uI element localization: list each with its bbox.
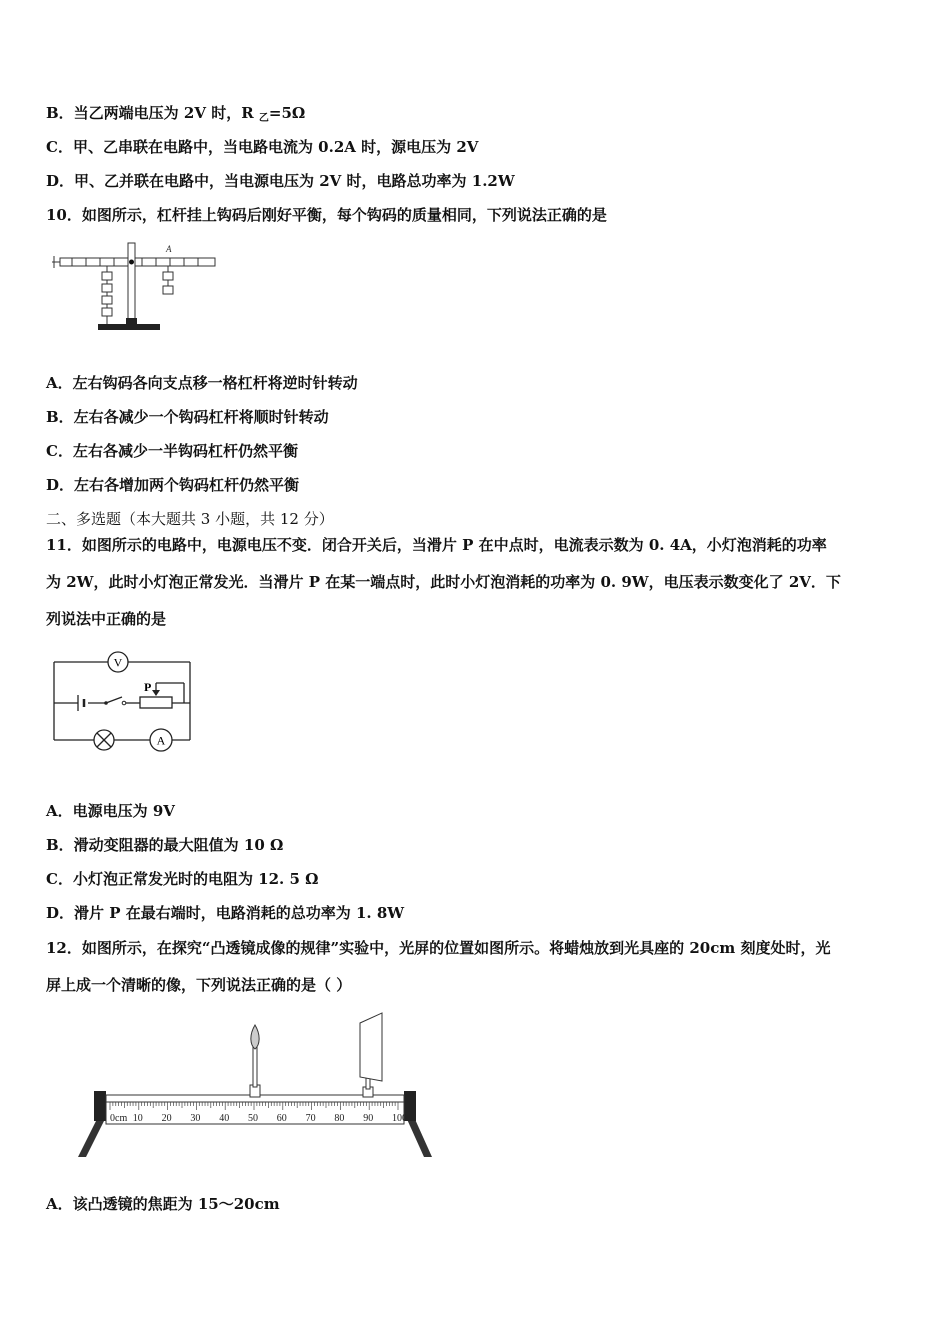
bench-right-leg xyxy=(406,1117,432,1157)
ruler-label: 30 xyxy=(190,1113,201,1124)
q10-stem: 10．如图所示，杠杆挂上钩码后刚好平衡，每个钩码的质量相同，下列说法正确的是 xyxy=(46,206,607,224)
rheostat xyxy=(140,697,172,708)
bench-left-leg xyxy=(78,1117,106,1157)
voltmeter-label: V xyxy=(113,655,123,670)
ruler-label: 70 xyxy=(305,1113,316,1124)
q12-stem-line2: 屏上成一个清晰的像，下列说法正确的是（ ） xyxy=(46,976,352,994)
circuit-figure xyxy=(48,645,198,757)
slider-label: P xyxy=(144,680,152,694)
q10-option-b: B．左右各减少一个钩码杠杆将顺时针转动 xyxy=(46,408,329,426)
q11-option-b: B．滑动变阻器的最大阻值为 10 Ω xyxy=(46,836,284,854)
q10-option-d: D．左右各增加两个钩码杠杆仍然平衡 xyxy=(46,476,300,494)
bench-left-end xyxy=(94,1091,106,1121)
light-screen xyxy=(360,1013,382,1097)
q10-option-c: C．左右各减少一半钩码杠杆仍然平衡 xyxy=(46,442,298,460)
q11-stem-line2: 为 2W，此时小灯泡正常发光．当滑片 P 在某一端点时，此时小灯泡消耗的功率为 0. 9W，电压表示数变化了 2V．下 xyxy=(46,573,841,591)
ruler-label: 80 xyxy=(334,1113,345,1124)
q11-stem-line3: 列说法中正确的是 xyxy=(46,610,167,628)
q9-option-b-subscript: 乙 xyxy=(258,113,269,124)
q11-option-a: A．电源电压为 9V xyxy=(46,802,175,820)
slider-arrow xyxy=(152,690,160,696)
ruler-label: 100 xyxy=(392,1113,407,1124)
ruler-label: 0cm xyxy=(110,1113,128,1124)
section-heading: 二、多选题（本大题共 3 小题，共 12 分） xyxy=(46,510,334,528)
ruler-label: 10 xyxy=(132,1113,143,1124)
ruler-label: 60 xyxy=(276,1113,287,1124)
optical-bench-figure xyxy=(76,1005,436,1165)
q9-option-b-value: =5Ω xyxy=(268,104,306,122)
q12-option-a: A．该凸透镜的焦距为 15～20cm xyxy=(46,1195,280,1213)
lever-point-label: A xyxy=(166,244,172,254)
ruler-label: 50 xyxy=(248,1113,258,1124)
q9-option-b xyxy=(46,102,305,124)
ammeter-label: A xyxy=(156,733,166,748)
q9-option-d: D．甲、乙并联在电路中，当电源电压为 2V 时，电路总功率为 1.2W xyxy=(46,172,515,190)
q11-stem-line1: 11．如图所示的电路中，电源电压不变．闭合开关后，当滑片 P 在中点时，电流表示数为 0. 4A，小灯泡消耗的功率 xyxy=(46,536,827,554)
lever-bar xyxy=(60,258,215,266)
q11-option-c: C．小灯泡正常发光时的电阻为 12. 5 Ω xyxy=(46,870,319,888)
q9-option-c: C．甲、乙串联在电路中，当电路电流为 0.2A 时，源电压为 2V xyxy=(46,138,479,156)
q12-stem-line1: 12．如图所示，在探究“凸透镜成像的规律”实验中，光屏的位置如图所示。将蜡烛放到光具座的 20cm 刻度处时，光 xyxy=(46,939,831,957)
q9-option-b-text: B．当乙两端电压为 2V 时，R xyxy=(46,104,259,122)
ruler-label: 90 xyxy=(363,1113,374,1124)
q10-option-a: A．左右钩码各向支点移一格杠杆将逆时针转动 xyxy=(46,374,358,392)
ruler-label: 20 xyxy=(161,1113,172,1124)
q11-option-d: D．滑片 P 在最右端时，电路消耗的总功率为 1. 8W xyxy=(46,904,405,922)
candle xyxy=(250,1025,260,1097)
lever-figure xyxy=(50,238,220,338)
lever-stand-post xyxy=(128,243,135,325)
lever-fulcrum xyxy=(129,260,134,265)
ruler-label: 40 xyxy=(219,1113,230,1124)
